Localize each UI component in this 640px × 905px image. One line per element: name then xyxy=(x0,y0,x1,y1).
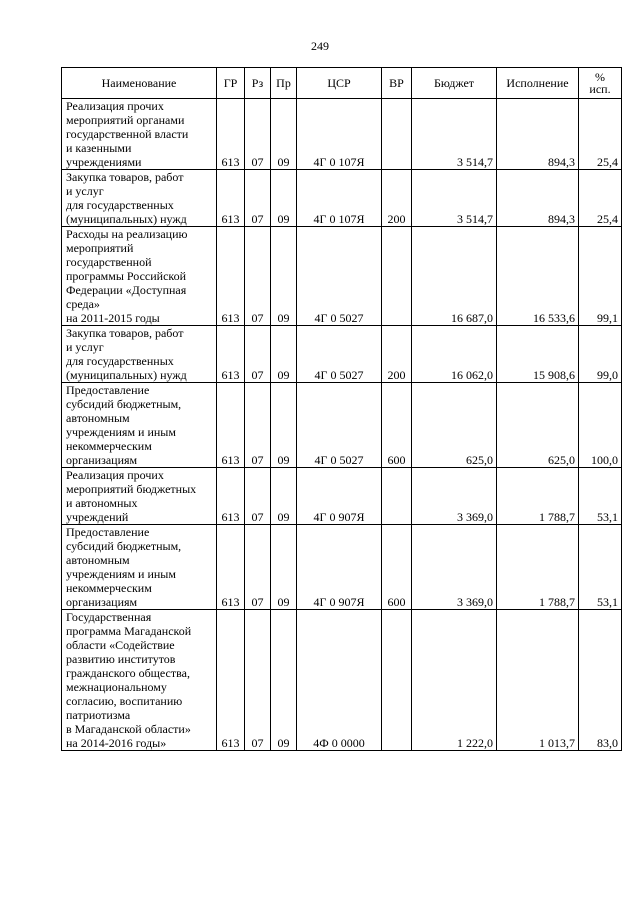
table-row xyxy=(62,525,622,610)
cell-csr: 4Г 0 107Я xyxy=(297,99,382,170)
cell-budget: 1 222,0 xyxy=(412,610,497,751)
page-number: 249 xyxy=(311,39,329,53)
table-row xyxy=(62,383,622,468)
table-body xyxy=(62,99,622,751)
table-row xyxy=(62,326,622,383)
cell-gr: 613 xyxy=(217,468,245,525)
cell-csr: 4Г 0 107Я xyxy=(297,170,382,227)
cell-budget: 3 514,7 xyxy=(412,99,497,170)
cell-percent: 83,0 xyxy=(579,610,622,751)
cell-rz: 07 xyxy=(245,99,271,170)
cell-vr: 200 xyxy=(382,326,412,383)
cell-budget: 16 687,0 xyxy=(412,227,497,326)
cell-execution: 1 788,7 xyxy=(497,525,579,610)
header-rz: Рз xyxy=(245,68,271,99)
header-name: Наименование xyxy=(62,68,217,99)
cell-gr: 613 xyxy=(217,326,245,383)
cell-csr: 4Г 0 5027 xyxy=(297,326,382,383)
cell-vr xyxy=(382,99,412,170)
header-csr: ЦСР xyxy=(297,68,382,99)
cell-execution: 894,3 xyxy=(497,99,579,170)
cell-rz: 07 xyxy=(245,326,271,383)
cell-rz: 07 xyxy=(245,170,271,227)
cell-name: Государственная программа Магаданской области «Содействие развитию институтов гражданского общества, межнациональному согласию, воспитанию патриотизма в Магаданской области» на 2014-2016 годы» xyxy=(62,610,217,751)
cell-gr: 613 xyxy=(217,227,245,326)
cell-pr: 09 xyxy=(271,99,297,170)
cell-vr: 600 xyxy=(382,383,412,468)
table-row xyxy=(62,170,622,227)
header-percent-label: исп. xyxy=(589,82,611,96)
cell-execution: 15 908,6 xyxy=(497,326,579,383)
cell-gr: 613 xyxy=(217,610,245,751)
cell-budget: 3 369,0 xyxy=(412,525,497,610)
cell-percent: 99,0 xyxy=(579,326,622,383)
header-percent-symbol: % xyxy=(595,70,605,84)
table-header xyxy=(62,68,622,99)
cell-vr xyxy=(382,468,412,525)
cell-percent: 53,1 xyxy=(579,468,622,525)
cell-name: Расходы на реализацию мероприятий государственной программы Российской Федерации «Доступная среда» на 2011-2015 годы xyxy=(62,227,217,326)
cell-rz: 07 xyxy=(245,227,271,326)
cell-csr: 4Г 0 907Я xyxy=(297,525,382,610)
cell-name: Реализация прочих мероприятий органами государственной власти и казенными учреждениями xyxy=(62,99,217,170)
cell-execution: 625,0 xyxy=(497,383,579,468)
cell-gr: 613 xyxy=(217,383,245,468)
cell-vr: 600 xyxy=(382,525,412,610)
cell-name: Предоставление субсидий бюджетным, автономным учреждениям и иным некоммерческим организациям xyxy=(62,525,217,610)
cell-name: Закупка товаров, работ и услуг для государственных (муниципальных) нужд xyxy=(62,326,217,383)
cell-pr: 09 xyxy=(271,525,297,610)
table-row xyxy=(62,468,622,525)
cell-budget: 3 369,0 xyxy=(412,468,497,525)
cell-pr: 09 xyxy=(271,610,297,751)
cell-execution: 1 013,7 xyxy=(497,610,579,751)
cell-gr: 613 xyxy=(217,525,245,610)
cell-vr xyxy=(382,610,412,751)
cell-vr xyxy=(382,227,412,326)
table-row xyxy=(62,227,622,326)
cell-percent: 25,4 xyxy=(579,99,622,170)
cell-gr: 613 xyxy=(217,170,245,227)
cell-execution: 894,3 xyxy=(497,170,579,227)
cell-percent: 99,1 xyxy=(579,227,622,326)
cell-gr: 613 xyxy=(217,99,245,170)
header-vr: ВР xyxy=(382,68,412,99)
header-percent xyxy=(579,68,622,99)
table-row xyxy=(62,99,622,170)
cell-name: Предоставление субсидий бюджетным, автономным учреждениям и иным некоммерческим организациям xyxy=(62,383,217,468)
header-gr: ГР xyxy=(217,68,245,99)
cell-rz: 07 xyxy=(245,468,271,525)
cell-pr: 09 xyxy=(271,227,297,326)
cell-budget: 625,0 xyxy=(412,383,497,468)
header-execution: Исполнение xyxy=(497,68,579,99)
cell-name: Закупка товаров, работ и услуг для государственных (муниципальных) нужд xyxy=(62,170,217,227)
cell-percent: 53,1 xyxy=(579,525,622,610)
cell-percent: 100,0 xyxy=(579,383,622,468)
cell-budget: 16 062,0 xyxy=(412,326,497,383)
header-pr: Пр xyxy=(271,68,297,99)
cell-pr: 09 xyxy=(271,170,297,227)
cell-percent: 25,4 xyxy=(579,170,622,227)
cell-rz: 07 xyxy=(245,525,271,610)
cell-csr: 4Г 0 5027 xyxy=(297,383,382,468)
cell-rz: 07 xyxy=(245,383,271,468)
cell-pr: 09 xyxy=(271,468,297,525)
cell-csr: 4Ф 0 0000 xyxy=(297,610,382,751)
cell-rz: 07 xyxy=(245,610,271,751)
cell-pr: 09 xyxy=(271,383,297,468)
cell-vr: 200 xyxy=(382,170,412,227)
cell-pr: 09 xyxy=(271,326,297,383)
cell-execution: 1 788,7 xyxy=(497,468,579,525)
header-budget: Бюджет xyxy=(412,68,497,99)
table-row xyxy=(62,610,622,751)
cell-execution: 16 533,6 xyxy=(497,227,579,326)
cell-budget: 3 514,7 xyxy=(412,170,497,227)
cell-csr: 4Г 0 907Я xyxy=(297,468,382,525)
budget-execution-table xyxy=(61,67,622,751)
cell-csr: 4Г 0 5027 xyxy=(297,227,382,326)
header-row xyxy=(62,68,622,99)
cell-name: Реализация прочих мероприятий бюджетных и автономных учреждений xyxy=(62,468,217,525)
